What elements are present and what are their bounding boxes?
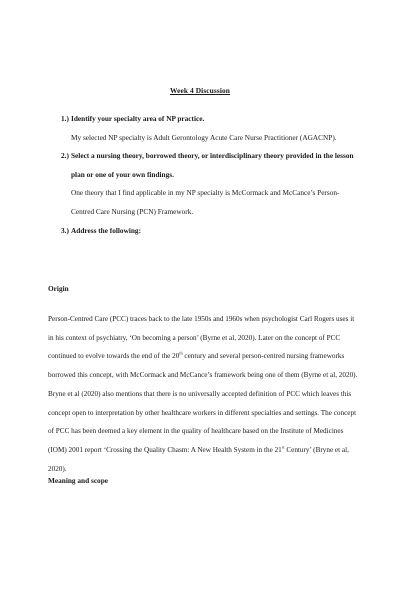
- item-question: Identify your specialty area of NP practice.: [71, 114, 205, 123]
- item-number: 2.): [61, 151, 69, 161]
- item-body: [71, 147, 361, 221]
- item-answer: My selected NP specialty is Adult Gerontology Acute Care Nurse Practitioner (AGACNP).: [71, 132, 337, 142]
- list-item: [61, 222, 361, 241]
- item-question: Select a nursing theory, borrowed theory, or interdisciplinary theory provided in the lesson plan or one of your own findings.: [71, 151, 354, 179]
- item-number: 3.): [61, 225, 69, 235]
- origin-text-part2: century and several person-centred nursing frameworks borrowed this concept, with McCormack and McCance’s framework being one of them (Byrne et al, 2020). Bryne et al (2020) also mentions that there is no universally accepted definition of PCC which leaves this concept open to interpretation by other healthcare workers in different specialties and settings. The concept of PCC has been deemed a key element in the quality of healthcare based on the Institute of Medicines (IOM) 2001 report ‘Crossing the Quality Chasm: A New Health System in the 21: [48, 352, 358, 454]
- item-number: 1.): [61, 114, 69, 123]
- question-list: [61, 110, 361, 240]
- origin-heading: Origin: [48, 284, 69, 293]
- list-item: [61, 147, 361, 221]
- list-item: [61, 110, 361, 147]
- origin-text-part1: Person-Centred Care (PCC) traces back to the late 1950s and 1960s when psychologist Carl Rogers uses it in his context of psychiatry, ‘On becoming a person’ (Byrne et al, 2020). Later on the concept of PCC continued to evolve towards the end of the 20: [48, 315, 355, 361]
- item-body: [71, 222, 361, 241]
- origin-paragraph: [48, 310, 360, 478]
- item-question: Address the following:: [71, 225, 142, 235]
- page-title: Week 4 Discussion: [169, 86, 230, 95]
- superscript-th: th: [179, 351, 183, 357]
- superscript-st: st: [281, 444, 285, 450]
- meaning-scope-heading: Meaning and scope: [48, 476, 109, 485]
- item-answer: One theory that I find applicable in my NP specialty is McCormack and McCance’s Person-Centred Care Nursing (PCN) Framework.: [71, 188, 340, 216]
- origin-text-part3: Century’ (Bryne et al, 2020).: [48, 445, 349, 473]
- item-body: [71, 110, 361, 147]
